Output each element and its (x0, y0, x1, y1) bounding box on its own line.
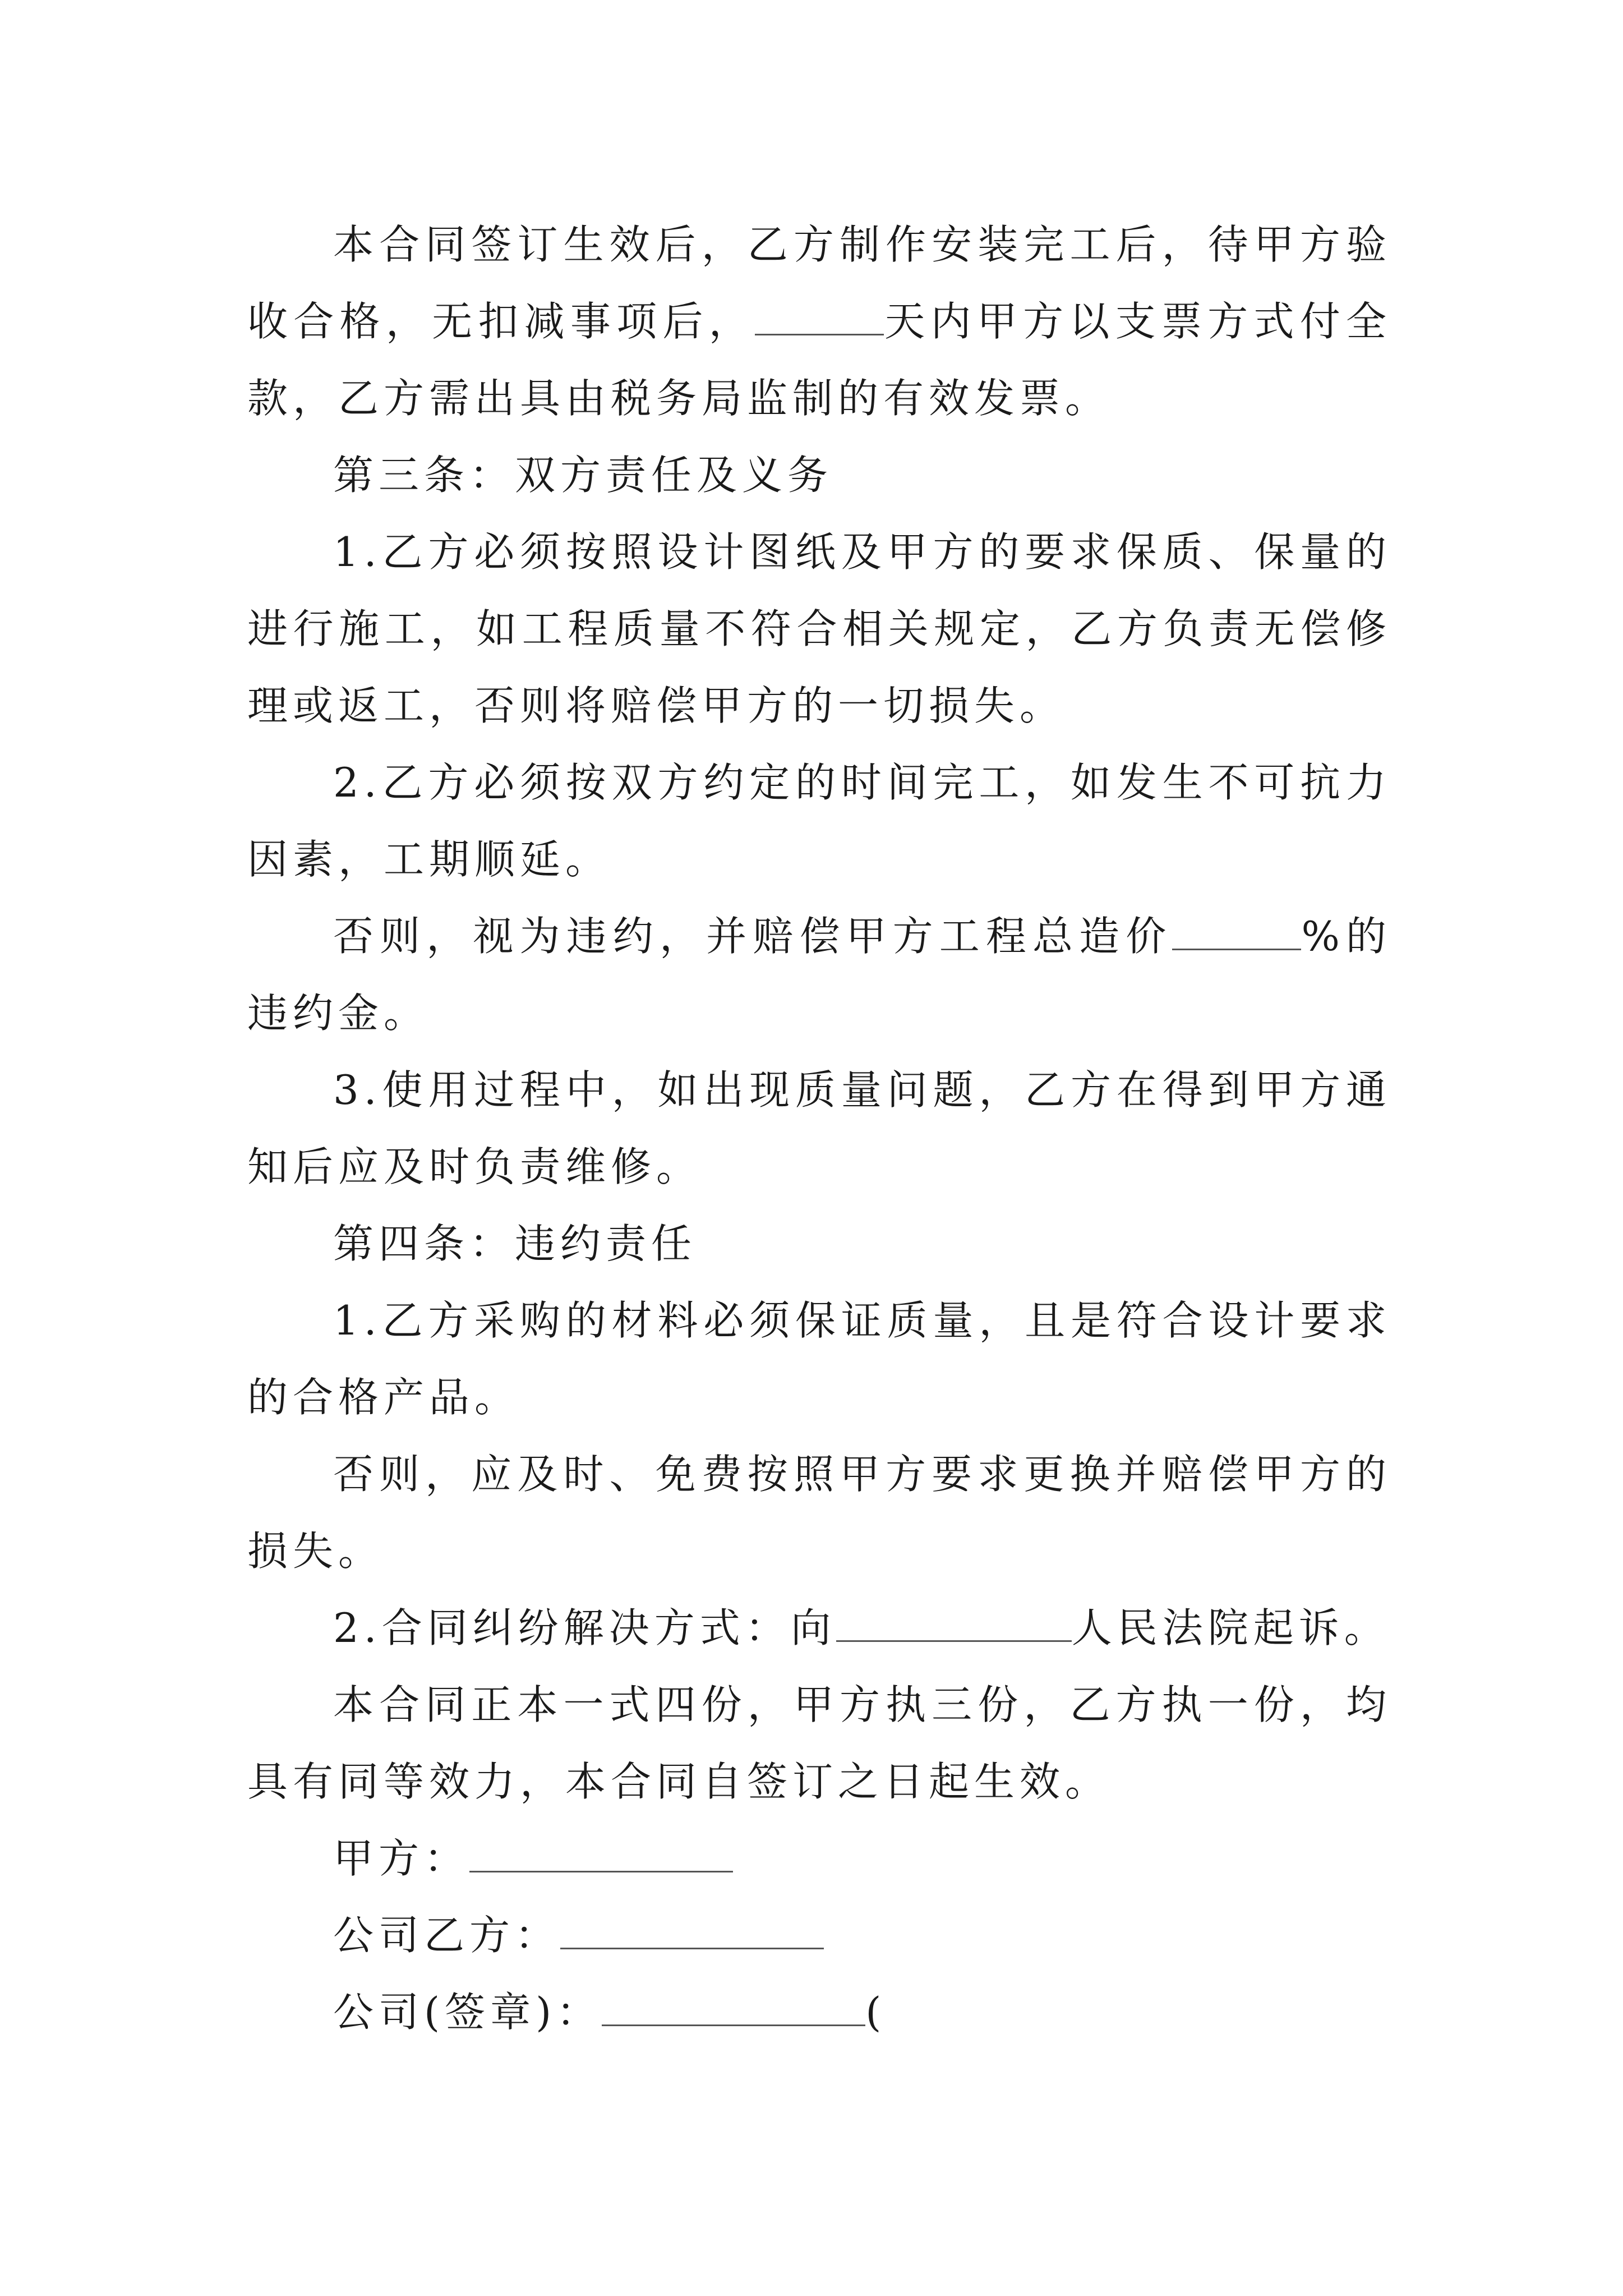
party-a-line (247, 1820, 1391, 1897)
dispute-text-pre: 2.合同纠纷解决方式：向 (333, 1604, 836, 1651)
penalty-text-post: %的违约金。 (247, 913, 1391, 1037)
seal-label: 公司(签章)： (333, 1989, 602, 2036)
article-4-item-1b: 否则，应及时、免费按照甲方要求更换并赔偿甲方的损失。 (247, 1451, 1391, 1575)
payment-days-blank (755, 299, 884, 335)
seal-blank (602, 1990, 865, 2026)
article-4-item-1: 1.乙方采购的材料必须保证质量，且是符合设计要求的合格产品。 (247, 1297, 1391, 1421)
dispute-text-post: 人民法院起诉。 (1071, 1604, 1390, 1651)
party-b-blank (560, 1913, 824, 1949)
payment-clause-text: 本合同签订生效后，乙方制作安装完工后，待甲方验收合格，无扣减事项后， (247, 221, 1391, 345)
court-name-blank (836, 1605, 1072, 1642)
penalty-percent-blank (1172, 914, 1301, 950)
article-3-item-1: 1.乙方必须按照设计图纸及甲方的要求保质、保量的进行施工，如工程质量不符合相关规定，乙方负责无偿修理或返工，否则将赔偿甲方的一切损失。 (247, 528, 1391, 729)
article-3-heading: 第三条：双方责任及义务 (333, 452, 833, 499)
payment-clause (247, 206, 1391, 437)
article-4-heading: 第四条：违约责任 (333, 1220, 697, 1267)
payment-clause-text-2: 天内甲方以支票方式付全款，乙方需出具由税务局监制的有效发票。 (247, 298, 1391, 422)
party-b-label: 公司乙方： (333, 1912, 561, 1959)
article-4-item-2 (247, 1590, 1391, 1667)
penalty-text-pre: 否则，视为违约，并赔偿甲方工程总造价 (333, 913, 1173, 960)
article-3-penalty (247, 898, 1391, 1052)
article-3-item-3: 3.使用过程中，如出现质量问题，乙方在得到甲方通知后应及时负责维修。 (247, 1066, 1391, 1190)
seal-tail: ( (865, 1989, 887, 2036)
copies-clause: 本合同正本一式四份，甲方执三份，乙方执一份，均具有同等效力，本合同自签订之日起生效。 (247, 1681, 1391, 1805)
party-a-label: 甲方： (333, 1835, 470, 1882)
party-b-line (247, 1897, 1391, 1974)
seal-line (247, 1974, 1391, 2051)
party-a-blank (469, 1836, 733, 1872)
contract-body (247, 206, 1391, 2051)
article-3-item-2: 2.乙方必须按双方约定的时间完工，如发生不可抗力因素，工期顺延。 (247, 759, 1391, 883)
